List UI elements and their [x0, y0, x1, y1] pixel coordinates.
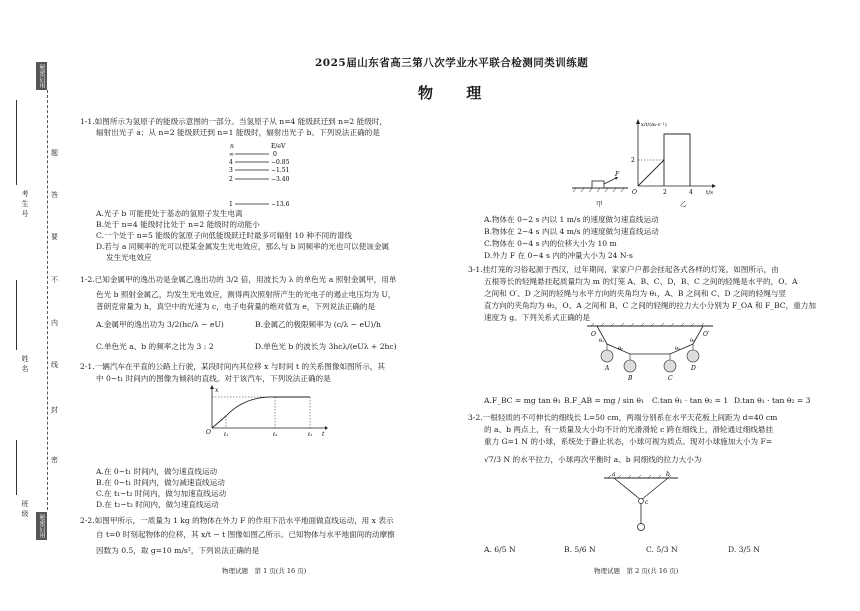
e-header: E/eV — [271, 143, 286, 150]
q3-2-option-a: A. 6/5 N — [484, 545, 516, 554]
q1-1-stem-line2: 辐射出光子 a；从 n=2 能级跃迁到 n=1 能级时，辐射出光子 b。下列说法正确的是 — [96, 128, 380, 137]
level-2-n: 2 — [229, 176, 233, 183]
figure-jia-label: 甲 — [596, 200, 603, 208]
q1-1-option-b: B.处于 n=4 能级时比处于 n=2 能级时的动能小 — [96, 220, 260, 229]
seal-bottom: 秘密启用 — [38, 514, 45, 538]
q3-1-option-c: C.tan θ₁ · tan θ₂ = 1 — [652, 396, 729, 405]
svg-text:x: x — [215, 387, 219, 394]
q2-2-option-b: B.物体在 2~4 s 内以 4 m/s 的速度做匀速直线运动 — [484, 227, 659, 236]
q1-1-option-c: C.一个处于 n=5 能级的氢原子向低能级跃迁时最多可辐射 10 种不同的谱线 — [96, 231, 352, 240]
svg-text:t₂: t₂ — [273, 432, 278, 438]
svg-text:a: a — [612, 471, 616, 478]
q3-1-option-d: D.tan θ₁ · tan θ₂ = 3 — [734, 396, 811, 405]
level-2 — [229, 176, 290, 183]
q2-1-option-b: B.在 0~t₁ 时间内，做匀减速直线运动 — [96, 478, 225, 487]
footer-left: 物理试题 第 1 页(共 16 页) — [222, 567, 307, 575]
binding-strip — [0, 0, 62, 611]
svg-text:O: O — [632, 189, 637, 196]
rope — [597, 326, 703, 354]
svg-text:b: b — [666, 471, 670, 478]
segment-2-4 — [664, 134, 690, 186]
block-force-figure — [570, 168, 632, 198]
line-word-4: 不 — [51, 276, 58, 284]
energy-level-diagram — [225, 140, 295, 208]
level-3 — [229, 167, 289, 174]
level-2-e: −3.40 — [271, 176, 290, 183]
q2-2-option-a: A.物体在 0~2 s 内以 1 m/s 的速度做匀速直线运动 — [484, 215, 659, 224]
q1-2-option-a: A.金属甲的逸出功为 3/2(hc/λ − eU) — [96, 320, 224, 329]
class-label: 班级 — [21, 500, 29, 520]
q3-2-stem-line2: 的 a、b 两点上，有一质量及大小均不计的光滑滑轮 c 跨在细线上，滑轮通过细线悬挂 — [484, 425, 774, 434]
q3-2-option-b: B. 5/6 N — [564, 545, 596, 554]
svg-text:θ₁: θ₁ — [690, 338, 696, 344]
svg-text:4: 4 — [689, 189, 693, 196]
q3-2-stem-line4: √7/3 N 的水平拉力，小球再次平衡时 a、b 间细线的拉力大小为 — [484, 455, 702, 464]
q2-2-stem-line2: 自 t=0 时刻起物体的位移，其 x/t − t 图像如图乙所示。已知物体与水平地面间的动摩擦 — [96, 530, 395, 539]
q2-1-stem-line2: 中 0~t₁ 时间内的图像为倾斜的直线。对于该汽车，下列说法正确的是 — [96, 374, 331, 383]
level-3-e: −1.51 — [271, 167, 290, 174]
q1-1-option-d-line1: D.若与 a 同频率的光可以使某金属发生光电效应，那么与 b 同频率的光也可以使该金属 — [96, 242, 390, 251]
binding-line — [47, 90, 48, 510]
svg-text:t₃: t₃ — [308, 432, 313, 438]
q2-2-stem-line3: 因数为 0.5，取 g=10 m/s²，下列说法正确的是 — [96, 546, 260, 555]
name-label: 姓名 — [21, 355, 29, 375]
x-t-curve — [212, 397, 275, 428]
line-word-1: 封 — [51, 406, 58, 414]
segment-0-2 — [638, 160, 664, 186]
n-header: n — [230, 143, 234, 150]
q3-1-option-b: B.F_AB = mg / sin θ₁ — [564, 396, 645, 405]
svg-text:θ₂: θ₂ — [618, 346, 624, 352]
q3-1-stem-line4: 直方向的夹角均为 θ₂，O、A 之间和 B、C 之间的轻绳的拉力大小分别为 F_OA 和 F_BC，重力加 — [484, 301, 816, 310]
seal-top: 秘密启用 — [38, 64, 45, 88]
level-4-e: −0.85 — [271, 159, 290, 166]
svg-text:θ₂: θ₂ — [675, 346, 681, 352]
q1-1-option-a: A.光子 b 可能使处于基态的氢原子发生电离 — [96, 209, 243, 218]
q2-1-option-a: A.在 0~t₁ 时间内，做匀速直线运动 — [96, 467, 218, 476]
figure-yi-label: 乙 — [680, 200, 687, 208]
ticket-underline — [16, 100, 17, 185]
svg-text:t₁: t₁ — [224, 432, 229, 438]
q3-1-stem-line5: 速度为 g。下列关系式正确的是 — [484, 313, 590, 322]
svg-text:O: O — [591, 331, 596, 338]
svg-text:2: 2 — [631, 157, 635, 164]
q1-2-option-b: B.金属乙的极限频率为 (c/λ − eU)/h — [255, 320, 381, 329]
q1-2-stem-line3: 普朗克常量为 h，真空中的光速为 c，电子电荷量的绝对值为 e，下列说法正确的是 — [96, 302, 376, 311]
level-4-n: 4 — [229, 159, 233, 166]
line-word-3: 内 — [51, 319, 58, 327]
svg-text:2: 2 — [663, 189, 667, 196]
q2-1-option-c: C.在 t₁~t₂ 时间内，做匀加速直线运动 — [96, 489, 227, 498]
level-3-n: 3 — [229, 167, 233, 174]
name-underline — [16, 280, 17, 350]
q3-2-option-d: D. 3/5 N — [728, 545, 760, 554]
svg-text:c: c — [645, 499, 649, 506]
q2-2-option-d: D.外力 F 在 0~4 s 内的冲量大小为 24 N·s — [484, 251, 633, 260]
q1-2-option-d: D.单色光 b 的波长为 3hcλ/(eUλ + 2hc) — [255, 342, 397, 351]
line-word-5: 要 — [51, 233, 58, 241]
line-word-6: 答 — [51, 191, 58, 199]
line-word-2: 线 — [51, 361, 58, 369]
pulley-figure — [600, 470, 682, 534]
lantern-figure — [585, 322, 715, 384]
svg-text:θ₁: θ₁ — [599, 338, 605, 344]
exam-title: 2025届山东省高三第八次学业水平联合检测同类训练题 — [315, 57, 589, 69]
xt-t-graph — [626, 118, 720, 198]
ticket-label: 考生号 — [21, 190, 29, 220]
level-1-e: −13.6 — [271, 201, 290, 208]
svg-text:B: B — [628, 375, 633, 382]
y-unit-label: x/t/(m·s⁻¹) — [641, 122, 667, 128]
q3-1-option-a: A.F_BC = mg tan θ₁ — [484, 396, 561, 405]
svg-text:F: F — [615, 171, 620, 178]
svg-text:O′: O′ — [703, 331, 710, 338]
q1-2-stem-line2: 色光 b 照射金属乙，均发生光电效应，测得两次照射所产生的光电子的遏止电压均为 U， — [96, 290, 396, 299]
svg-text:C: C — [668, 375, 673, 382]
x-unit-label: t/s — [706, 190, 713, 196]
subject-title: 物 理 — [418, 84, 496, 102]
q2-1-option-d: D.在 t₂~t₃ 时间内，做匀速直线运动 — [96, 500, 219, 509]
q3-1-stem-line3: 之间和 O′、D 之间的轻绳与水平方向的夹角均为 θ₁，A、B 之间和 C、D 之间的轻绳与竖 — [484, 289, 787, 298]
q1-1-stem-line1: 1-1.如图所示为氢原子的能级示意图的一部分。当氢原子从 n=4 能级跃迁到 n=2 能级时， — [80, 117, 388, 126]
q1-2-stem-line1: 1-2.已知金属甲的逸出功是金属乙逸出功的 3/2 倍，用波长为 λ 的单色光 a 照射金属甲，用单 — [80, 275, 397, 284]
q2-2-stem-line1: 2-2.如图甲所示，一质量为 1 kg 的物体在外力 F 的作用下沿水平地面做直线运动，用 x 表示 — [80, 516, 394, 525]
q3-1-stem-line2: 五根等长的轻绳悬挂起质量均为 m 的灯笼 A、B、C、D，B、C 之间的轻绳是水平的，O、A — [484, 277, 798, 286]
q1-2-option-c: C.单色光 a、b 的频率之比为 3 : 2 — [96, 342, 214, 351]
q3-2-stem-line1: 3-2.一根轻质的不可伸长的细线长 L=50 cm，两端分别系在水平天花板上间距为 d=40 cm — [468, 413, 778, 422]
q3-1-stem-line1: 3-1.挂灯笼的习俗起源于西汉，过年期间，家家户户都会挂起各式各样的灯笼。如图所示，由 — [468, 265, 779, 274]
svg-text:D: D — [691, 365, 696, 372]
level-1-n: 1 — [229, 201, 233, 208]
line-word-7: 题 — [51, 149, 58, 157]
q2-2-option-c: C.物体在 0~4 s 内的位移大小为 10 m — [484, 239, 617, 248]
x-t-graph — [200, 384, 330, 440]
svg-text:t: t — [322, 431, 325, 438]
q2-1-stem-line1: 2-1.一辆汽车在平直的公路上行驶，某段时间内其位移 x 与时间 t 的关系图像如图所示，其 — [80, 362, 386, 371]
level-inf-n: ∞ — [229, 151, 234, 158]
q3-2-stem-line3: 重力 G=1 N 的小球，系统处于静止状态，小球可视为质点。现对小球施加大小为 F= — [484, 437, 773, 446]
footer-right: 物理试题 第 2 页(共 16 页) — [594, 567, 679, 575]
level-inf-e: 0 — [273, 151, 277, 158]
level-inf — [229, 151, 277, 158]
svg-text:O: O — [206, 429, 211, 436]
level-4 — [229, 159, 290, 166]
level-1 — [229, 201, 290, 208]
q1-1-option-d-line2: 发生光电效应 — [106, 253, 152, 262]
line-word-0: 密 — [51, 456, 58, 464]
svg-text:A: A — [605, 365, 610, 372]
class-underline — [16, 440, 17, 495]
q3-2-option-c: C. 5/3 N — [646, 545, 678, 554]
